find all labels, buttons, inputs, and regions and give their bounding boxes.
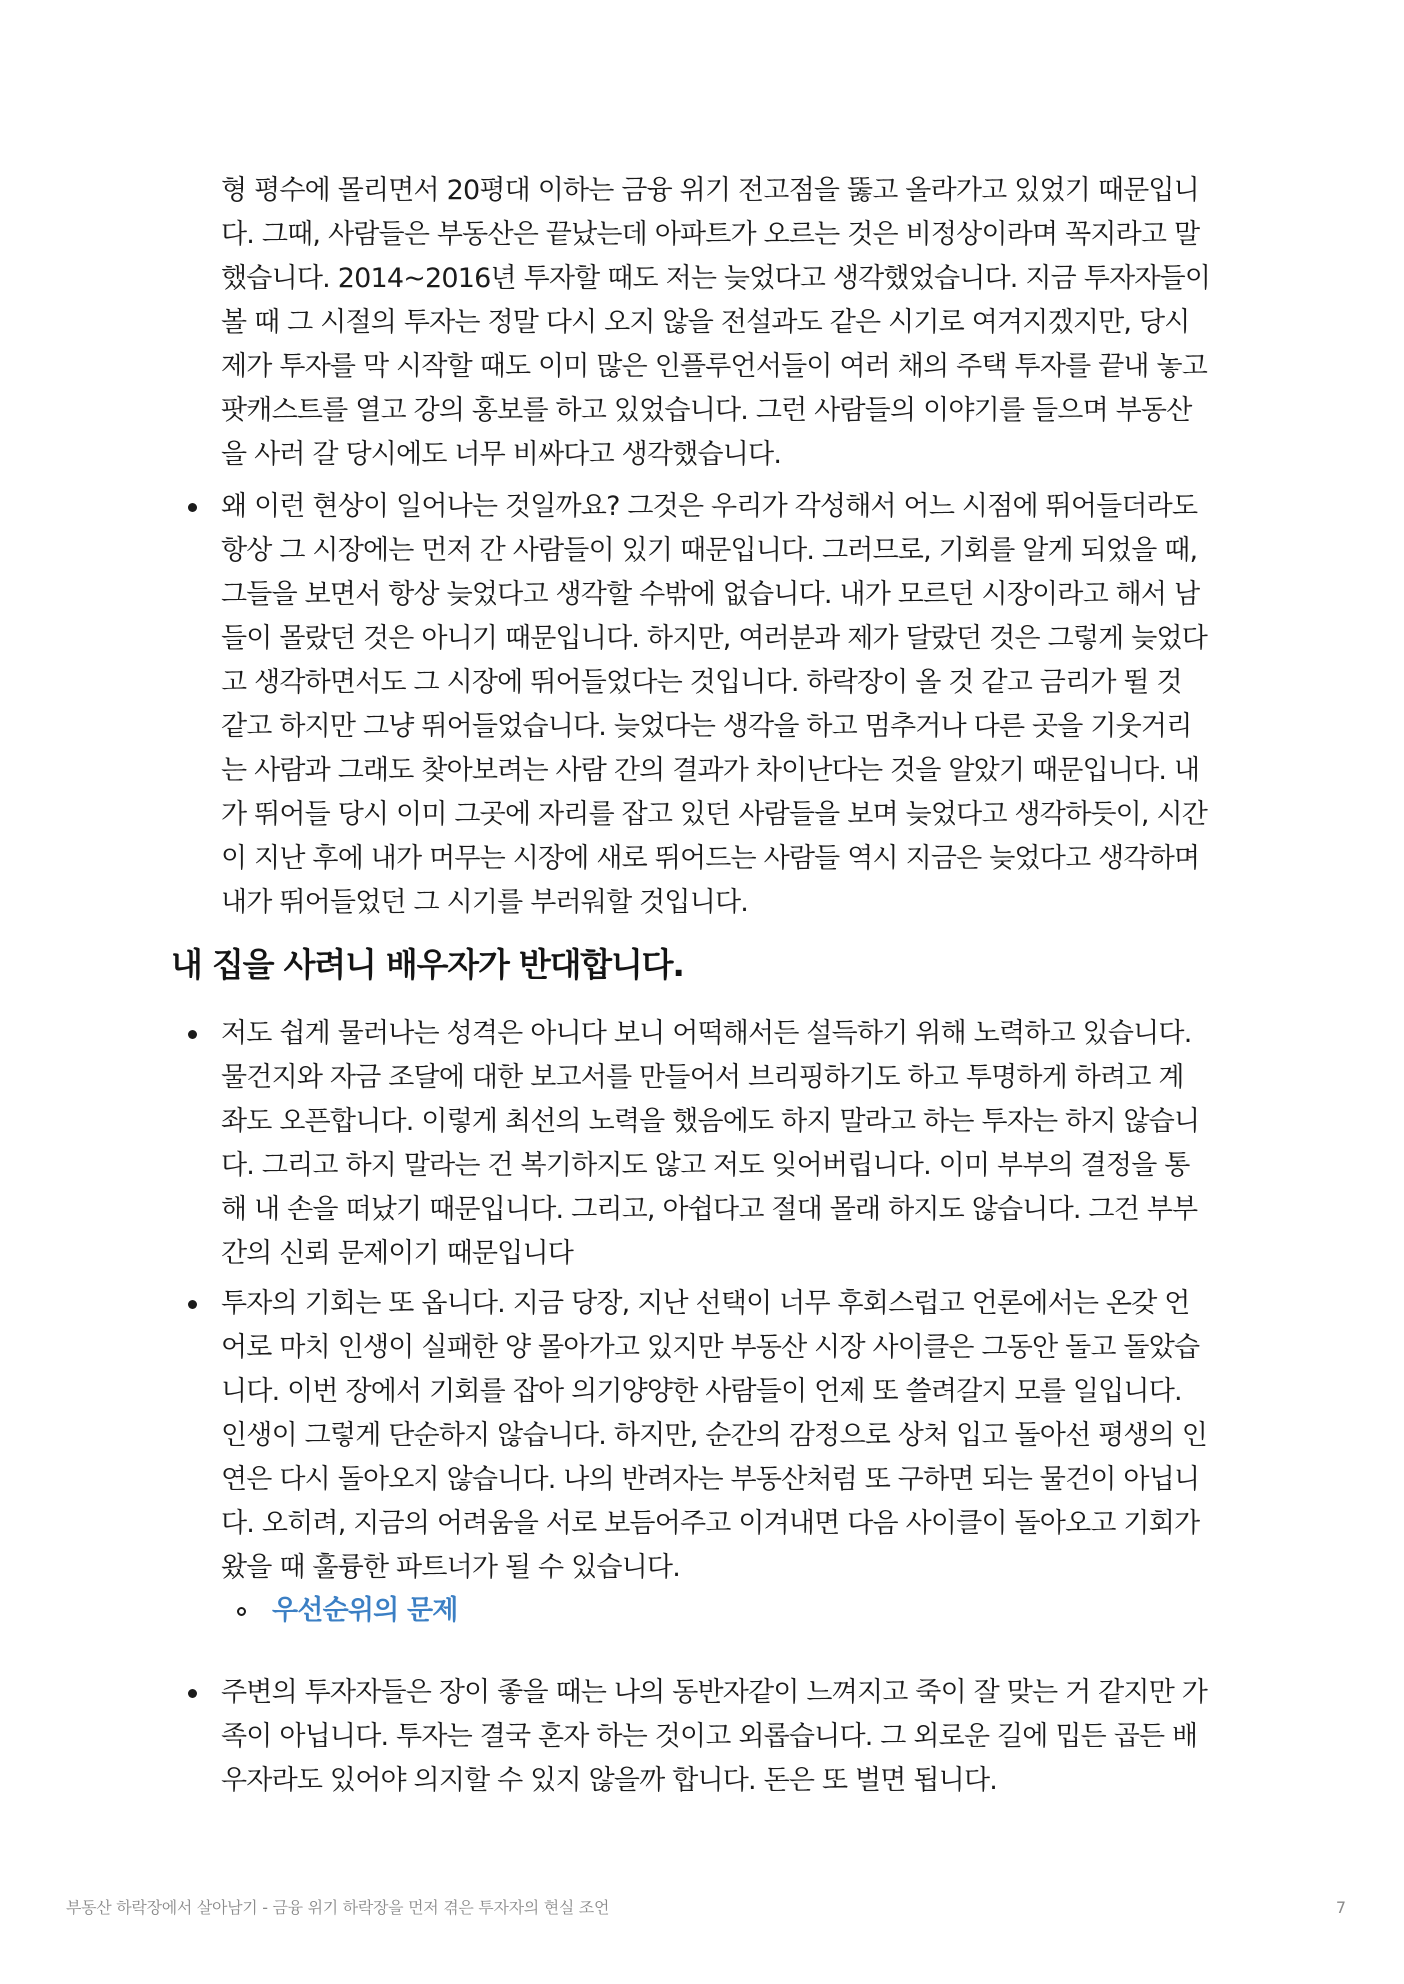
bullet-icon: [188, 503, 197, 512]
bullet-icon: [188, 1300, 197, 1309]
text-line: 내가 뛰어들었던 그 시기를 부러워할 것입니다.: [221, 887, 749, 918]
text-line: 인생이 그렇게 단순하지 않습니다. 하지만, 순간의 감정으로 상처 입고 돌아선 평생의 인: [221, 1420, 1208, 1451]
text-line: 주변의 투자자들은 장이 좋을 때는 나의 동반자같이 느껴지고 죽이 잘 맞는 거 같지만 가: [221, 1677, 1208, 1708]
text-line: 왔을 때 훌륭한 파트너가 될 수 있습니다.: [221, 1552, 680, 1583]
text-line: 다. 그때, 사람들은 부동산은 끝났는데 아파트가 오르는 것은 비정상이라며 꼭지라고 말: [221, 219, 1200, 250]
text-line: 물건지와 자금 조달에 대한 보고서를 만들어서 브리핑하기도 하고 투명하게 하려고 계: [221, 1062, 1184, 1093]
sub-bullet-icon: [237, 1607, 246, 1616]
text-line: 투자의 기회는 또 옵니다. 지금 당장, 지난 선택이 너무 후회스럽고 언론에서는 온갖 언: [221, 1288, 1190, 1319]
text-line: 저도 쉽게 물러나는 성격은 아니다 보니 어떡해서든 설득하기 위해 노력하고 있습니다.: [221, 1018, 1192, 1049]
text-line: 팟캐스트를 열고 강의 홍보를 하고 있었습니다. 그런 사람들의 이야기를 들으며 부동산: [221, 395, 1192, 426]
section-heading: 내 집을 사려니 배우자가 반대합니다.: [171, 945, 684, 984]
text-line: 해 내 손을 떠났기 때문입니다. 그리고, 아쉽다고 절대 몰래 하지도 않습니다. 그건 부부: [221, 1194, 1198, 1225]
page-number: 7: [1335, 1898, 1346, 1917]
paragraph-continuation: [221, 169, 1241, 477]
footer-book-title: 부동산 하락장에서 살아남기 - 금융 위기 하락장을 먼저 겪은 투자자의 현실 조언: [66, 1898, 610, 1917]
text-line: 을 사러 갈 당시에도 너무 비싸다고 생각했습니다.: [221, 439, 782, 470]
bullet-paragraph: [221, 1012, 1241, 1276]
text-line: 형 평수에 몰리면서 20평대 이하는 금융 위기 전고점을 뚫고 올라가고 있었기 때문입니: [221, 175, 1199, 206]
text-line: 좌도 오픈합니다. 이렇게 최선의 노력을 했음에도 하지 말라고 하는 투자는 하지 않습니: [221, 1106, 1200, 1137]
text-line: 그들을 보면서 항상 늦었다고 생각할 수밖에 없습니다. 내가 모르던 시장이라고 해서 남: [221, 579, 1200, 610]
text-line: 고 생각하면서도 그 시장에 뛰어들었다는 것입니다. 하락장이 올 것 같고 금리가 뛸 것: [221, 667, 1182, 698]
text-line: 같고 하지만 그냥 뛰어들었습니다. 늦었다는 생각을 하고 멈추거나 다른 곳을 기웃거리: [221, 711, 1192, 742]
bullet-icon: [188, 1030, 197, 1039]
bullet-paragraph: [221, 1671, 1241, 1803]
text-line: 들이 몰랐던 것은 아니기 때문입니다. 하지만, 여러분과 제가 달랐던 것은 그렇게 늦었다: [221, 623, 1208, 654]
text-line: 이 지난 후에 내가 머무는 시장에 새로 뛰어드는 사람들 역시 지금은 늦었다고 생각하며: [221, 843, 1200, 874]
text-line: 니다. 이번 장에서 기회를 잡아 의기양양한 사람들이 언제 또 쓸려갈지 모를 일입니다.: [221, 1376, 1182, 1407]
text-line: 다. 그리고 하지 말라는 건 복기하지도 않고 저도 잊어버립니다. 이미 부부의 결정을 통: [221, 1150, 1190, 1181]
text-line: 제가 투자를 막 시작할 때도 이미 많은 인플루언서들이 여러 채의 주택 투자를 끝내 놓고: [221, 351, 1208, 382]
text-line: 족이 아닙니다. 투자는 결국 혼자 하는 것이고 외롭습니다. 그 외로운 길에 밉든 곱든 배: [221, 1721, 1198, 1752]
bullet-paragraph: [221, 1282, 1241, 1590]
text-line: 가 뛰어들 당시 이미 그곳에 자리를 잡고 있던 사람들을 보며 늦었다고 생각하듯이, 시간: [221, 799, 1208, 830]
bullet-icon: [188, 1689, 197, 1698]
text-line: 는 사람과 그래도 찾아보려는 사람 간의 결과가 차이난다는 것을 알았기 때문입니다. 내: [221, 755, 1200, 786]
text-line: 항상 그 시장에는 먼저 간 사람들이 있기 때문입니다. 그러므로, 기회를 알게 되었을 때,: [221, 535, 1198, 566]
text-line: 간의 신뢰 문제이기 때문입니다: [221, 1238, 574, 1269]
text-line: 볼 때 그 시절의 투자는 정말 다시 오지 않을 전설과도 같은 시기로 여겨지겠지만, 당시: [221, 307, 1190, 338]
text-line: 어로 마치 인생이 실패한 양 몰아가고 있지만 부동산 시장 사이클은 그동안 돌고 돌았습: [221, 1332, 1200, 1363]
sub-item-link[interactable]: 우선순위의 문제: [272, 1595, 458, 1626]
text-line: 연은 다시 돌아오지 않습니다. 나의 반려자는 부동산처럼 또 구하면 되는 물건이 아닙니: [221, 1464, 1200, 1495]
text-line: 다. 오히려, 지금의 어려움을 서로 보듬어주고 이겨내면 다음 사이클이 돌아오고 기회가: [221, 1508, 1200, 1539]
bullet-paragraph: [221, 485, 1241, 925]
text-line: 왜 이런 현상이 일어나는 것일까요? 그것은 우리가 각성해서 어느 시점에 뛰어들더라도: [221, 491, 1198, 522]
text-line: 했습니다. 2014~2016년 투자할 때도 저는 늦었다고 생각했었습니다. 지금 투자자들이: [221, 263, 1211, 294]
text-line: 우자라도 있어야 의지할 수 있지 않을까 합니다. 돈은 또 벌면 됩니다.: [221, 1765, 998, 1796]
